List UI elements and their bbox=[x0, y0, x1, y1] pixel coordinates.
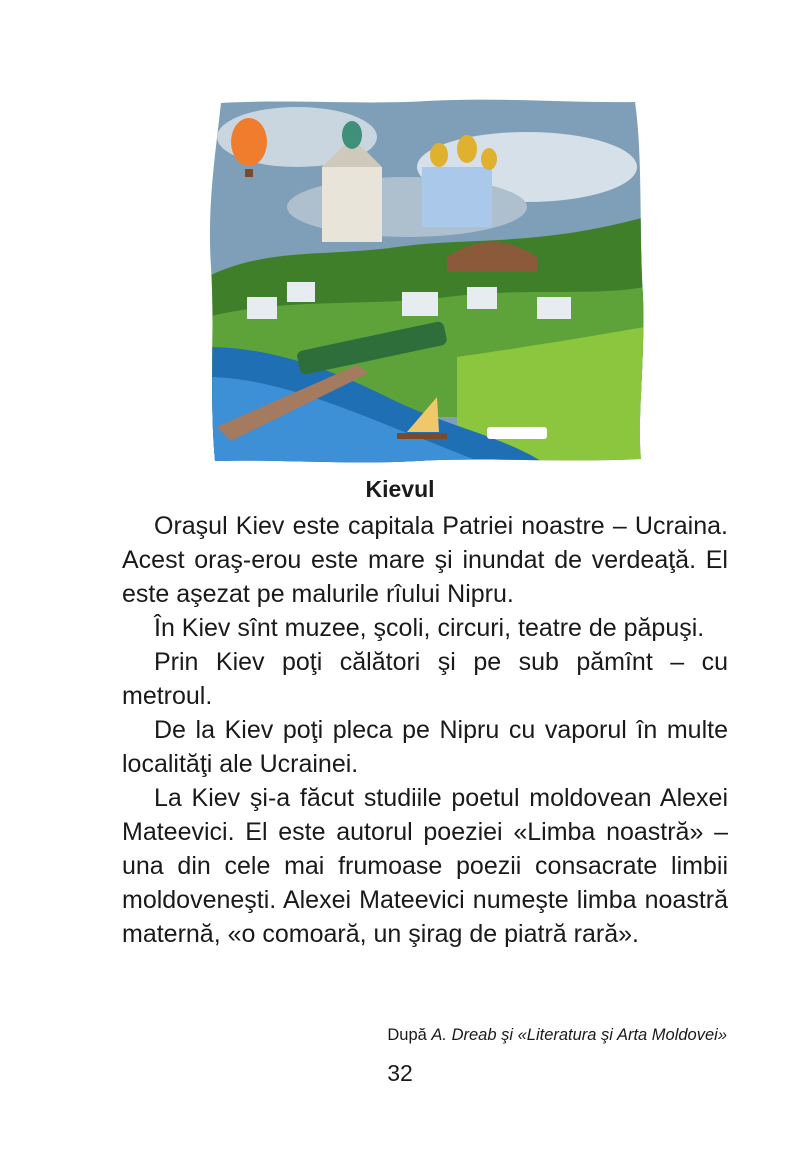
source-prefix: După bbox=[387, 1026, 432, 1044]
paragraph: În Kiev sînt muzee, şcoli, circuri, teatre de păpuşi. bbox=[154, 614, 705, 642]
page-title: Kievul bbox=[365, 476, 435, 502]
paragraph: Oraşul Kiev este capitala Patriei noastre – Ucraina. Acest oraş-erou este mare şi inundat de verdeaţă. El este aşezat pe malurile rîului Nipru. bbox=[122, 512, 728, 608]
source-author: A. Dreab şi «Literatura şi Arta Moldovei» bbox=[431, 1026, 727, 1044]
paragraph: Prin Kiev poţi călători şi pe sub pămînt – cu metroul. bbox=[122, 648, 728, 710]
kiev-illustration bbox=[207, 97, 645, 465]
source-citation bbox=[387, 1024, 727, 1046]
page-number: 32 bbox=[387, 1060, 413, 1086]
paragraph: De la Kiev poţi pleca pe Nipru cu vaporul în multe localităţi ale Ucrainei. bbox=[122, 716, 728, 778]
paragraph: La Kiev şi-a făcut studiile poetul moldovean Alexei Mateevici. El este autorul poeziei «Limba noastră» – una din cele mai frumoase poezii consacrate limbii moldoveneşti. Alexei Mateevici numeşte limba noastră maternă, «o comoară, un şirag de piatră rară». bbox=[122, 784, 728, 948]
story-text bbox=[122, 509, 728, 951]
